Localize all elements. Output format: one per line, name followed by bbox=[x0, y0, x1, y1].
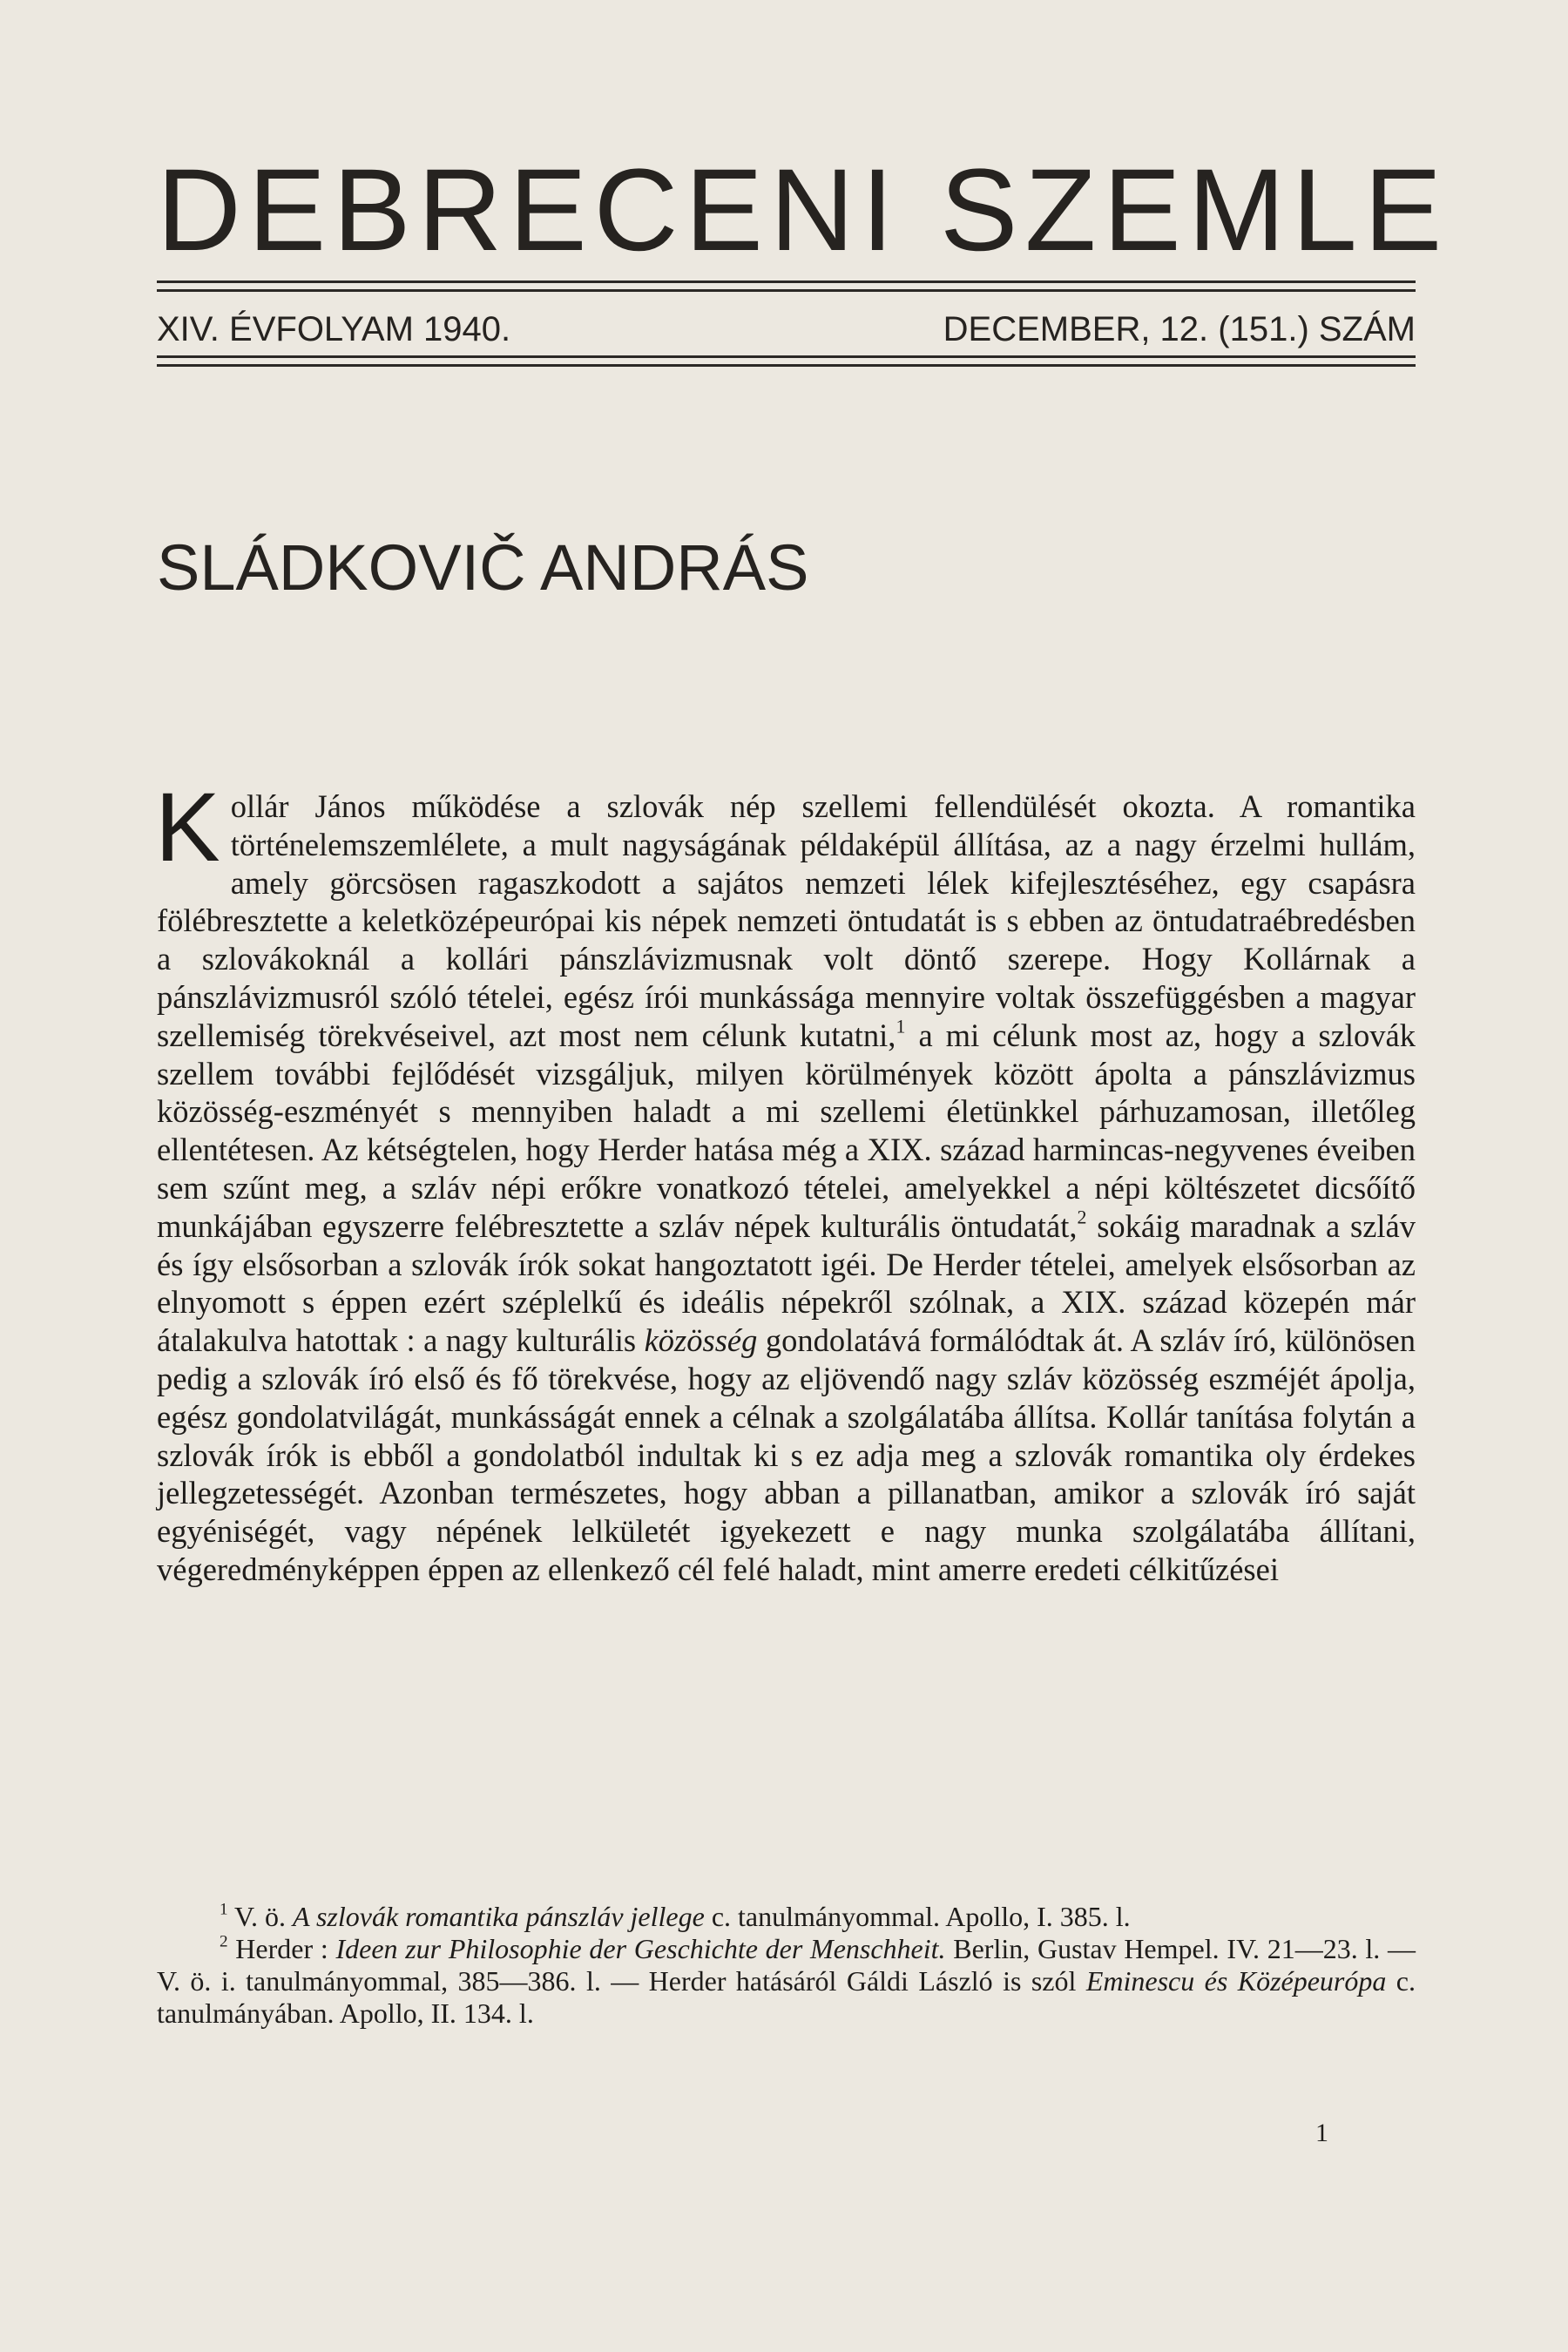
issue-line bbox=[157, 308, 1416, 351]
issue-rule bbox=[157, 364, 1416, 367]
footnote-mark: 2 bbox=[220, 1932, 228, 1951]
body-paragraph-part: ollár János működése a szlovák nép szellemi fellendülését okozta. A romantika történelemszemlélete, a mult nagyságának példaképül állítása, az a nagy érzelmi hullám, amely görcsösen ragaszkodott a sajátos nemzeti lélek kifejlesztéséhez, egy csapásra fölébresztette a keletközépeurópai kis népek nemzeti öntudatát is s ebben az öntudatraébredésben a szlovákoknál a kollári pánszlávizmusnak volt döntő szerepe. Hogy Kollárnak a pánszlávizmusról szóló tételei, egész írói munkássága mennyire voltak összefüggésben a magyar szellemiség törekvéseivel, azt most nem célunk kutatni, bbox=[157, 788, 1416, 1053]
footnote-1 bbox=[157, 1901, 1416, 1933]
footnote-text: Herder : bbox=[227, 1933, 336, 1964]
footnote-text: V. ö. bbox=[227, 1901, 293, 1932]
footnote-reference: 2 bbox=[1077, 1206, 1087, 1228]
masthead-rule bbox=[157, 280, 1416, 283]
body-paragraph-part: sokáig maradnak a szláv és így elsősorban a szlovák írók sokat hangoztatott igéi. De Herder tételei, amelyek elsősorban az elnyomott s éppen ezért széplelkű és ideális népekről szólnak, a XIX. század közepén már átalakulva hatottak : a nagy kulturális bbox=[157, 1207, 1416, 1359]
drop-cap: K bbox=[155, 773, 220, 882]
footnote-title: A szlovák romantika pánszláv jellege bbox=[293, 1901, 705, 1932]
journal-masthead: DEBRECENI SZEMLE bbox=[157, 145, 1450, 275]
footnote-text: Berlin, Gustav Hempel. IV. 21—23. l. — V. ö. i. tanulmányommal, 385—386. l. — Herder hatásáról Gáldi László is szól bbox=[157, 1933, 1416, 1997]
footnote-text: c. tanulmányában. Apollo, II. 134. l. bbox=[157, 1965, 1416, 2029]
issue-label: DECEMBER, 12. (151.) SZÁM bbox=[943, 310, 1416, 348]
footnote-mark: 1 bbox=[220, 1900, 228, 1919]
footnote-text: c. tanulmányommal. Apollo, I. 385. l. bbox=[704, 1901, 1131, 1932]
article-body bbox=[155, 773, 1416, 1589]
masthead-rule bbox=[157, 289, 1416, 292]
body-paragraph-part: gondolatává formálódtak át. A szláv író, különösen pedig a szlovák író első és fő törekvése, hogy az eljövendő nagy szláv közösség eszméjét ápolja, egész gondolatvilágát, munkásságát ennek a célnak a szolgálatába állítsa. Kollár tanítása folytán a szlovák írók is ebből a gondolatból indultak ki s ez adja meg a szlovák romantika oly érdekes jellegzetességét. Azonban természetes, hogy abban a pillanatban, amikor a szlovák író saját egyéniségét, vagy népének lelkületét igyekezett e nagy munka szolgálatába állítani, végeredményképpen éppen az ellenkező cél felé haladt, mint amerre eredeti célkitűzései bbox=[157, 1322, 1416, 1587]
volume-label: XIV. ÉVFOLYAM 1940. bbox=[157, 310, 511, 348]
footnotes bbox=[157, 1901, 1416, 2030]
footnote-title: Ideen zur Philosophie der Geschichte der Menschheit. bbox=[335, 1933, 946, 1964]
issue-rule bbox=[157, 355, 1416, 358]
footnote-title: Eminescu és Középeurópa bbox=[1085, 1965, 1387, 1997]
body-paragraph-part: a mi célunk most az, hogy a szlovák szellem további fejlődését vizsgáljuk, milyen körülmények között ápolta a pánszlávizmus közösség-eszményét s mennyiben haladt a mi szellemi életünkkel párhuzamosan, illetőleg ellentétesen. Az kétségtelen, hogy Herder hatása még a XIX. század harmincas-negyvenes éveiben sem szűnt meg, a szláv népi erőkre vonatkozó tételei, amelyekkel a népi költészetet dicsőítő munkájában egyszerre felébresztette a szláv népek kulturális öntudatát, bbox=[157, 1017, 1416, 1244]
article-title: SLÁDKOVIČ ANDRÁS bbox=[157, 531, 809, 604]
footnote-2 bbox=[157, 1933, 1416, 2030]
page-number: 1 bbox=[1315, 2119, 1328, 2147]
emphasized-word: közösség bbox=[644, 1322, 758, 1359]
footnote-reference: 1 bbox=[896, 1015, 906, 1037]
